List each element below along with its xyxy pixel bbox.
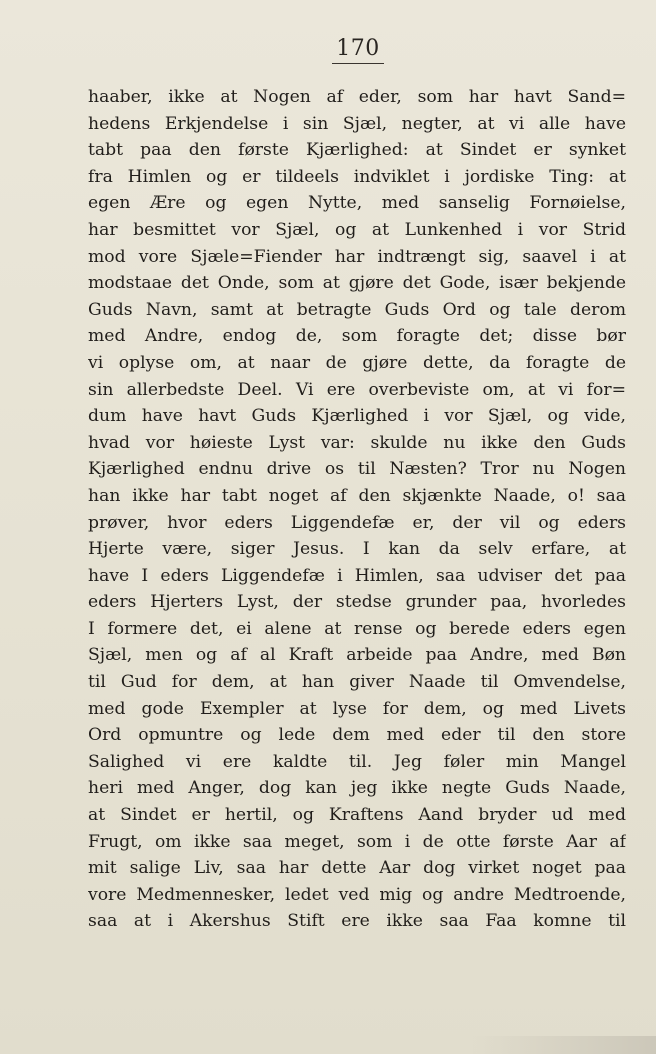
text-line: dum have havt Guds Kjærlighed i vor Sjæl, og vide, — [88, 406, 626, 427]
page-edge-shadow — [470, 1036, 656, 1054]
text-line: haaber, ikke at Nogen af eder, som har havt Sand= — [88, 87, 626, 107]
text-line: han ikke har tabt noget af den skjænkte Naade, o! saa — [88, 485, 626, 506]
text-line: have I eders Liggendefæ i Himlen, saa udviser det paa — [88, 565, 626, 586]
text-line: hedens Erkjendelse i sin Sjæl, negter, at vi alle have — [88, 113, 626, 134]
text-line: eders Hjerters Lyst, der stedse grunder paa, hvorledes — [88, 592, 626, 613]
text-line: hvad vor høieste Lyst var: skulde nu ikke den Guds — [88, 432, 626, 453]
text-line: prøver, hvor eders Liggendefæ er, der vil og eders — [88, 512, 626, 533]
text-line: mit salige Liv, saa har dette Aar dog virket noget paa — [88, 858, 626, 879]
text-line: sin allerbedste Deel. Vi ere overbeviste om, at vi for= — [88, 379, 626, 400]
text-line: egen Ære og egen Nytte, med sanselig Fornøielse, — [88, 193, 626, 214]
text-line: at Sindet er hertil, og Kraftens Aand bryder ud med — [88, 805, 626, 826]
text-line: mod vore Sjæle=Fiender har indtrængt sig, saavel i at — [88, 246, 626, 267]
text-line: tabt paa den første Kjærlighed: at Sindet er synket — [88, 140, 626, 161]
text-line: Frugt, om ikke saa meget, som i de otte første Aar af — [88, 831, 626, 852]
text-line: modstaae det Onde, som at gjøre det Gode, især bekjende — [88, 273, 626, 294]
text-line: Sjæl, men og af al Kraft arbeide paa Andre, med Bøn — [88, 645, 626, 666]
text-line: vi oplyse om, at naar de gjøre dette, da foragte de — [88, 352, 626, 373]
text-line: vore Medmennesker, ledet ved mig og andre Medtroende, — [88, 884, 626, 905]
page-number: 170 — [332, 36, 384, 64]
text-line: med gode Exempler at lyse for dem, og med Livets — [88, 698, 626, 719]
text-line: med Andre, endog de, som foragte det; disse bør — [88, 326, 626, 347]
text-line: Ord opmuntre og lede dem med eder til den store — [88, 725, 626, 746]
text-line: fra Himlen og er tildeels indviklet i jordiske Ting: at — [88, 166, 626, 187]
text-line: Salighed vi ere kaldte til. Jeg føler min Mangel — [88, 751, 626, 772]
text-line: til Gud for dem, at han giver Naade til Omvendelse, — [88, 672, 626, 693]
text-line: I formere det, ei alene at rense og berede eders egen — [88, 618, 626, 639]
page-header — [0, 36, 656, 64]
text-line: Guds Navn, samt at betragte Guds Ord og tale derom — [88, 299, 626, 320]
text-line: har besmittet vor Sjæl, og at Lunkenhed i vor Strid — [88, 219, 626, 240]
text-line: heri med Anger, dog kan jeg ikke negte Guds Naade, — [88, 778, 626, 799]
text-line: Kjærlighed endnu drive os til Næsten? Tror nu Nogen — [88, 459, 626, 480]
body-text — [88, 84, 626, 935]
text-line: saa at i Akershus Stift ere ikke saa Faa komne til — [88, 911, 626, 932]
text-line: Hjerte være, siger Jesus. I kan da selv erfare, at — [88, 539, 626, 560]
